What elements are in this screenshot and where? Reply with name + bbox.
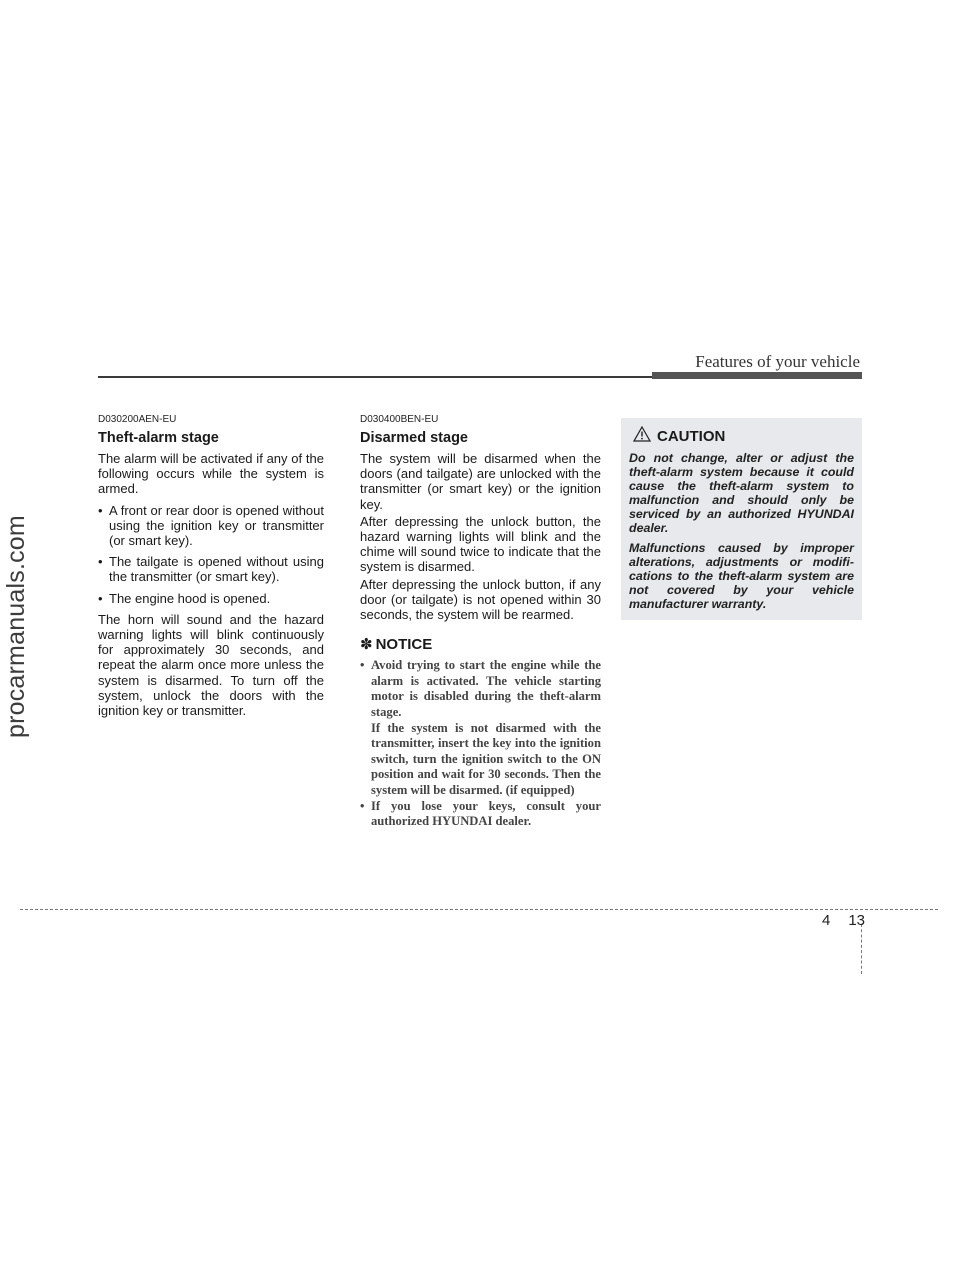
paragraph: The system will be disarmed when the doors (and tailgate) are unlocked with the transmitter (or smart key) or the ignition key. xyxy=(360,451,601,512)
footer-rule xyxy=(20,909,938,910)
caution-box xyxy=(621,418,862,620)
intro-paragraph: The alarm will be activated if any of the following occurs while the system is armed. xyxy=(98,451,324,497)
list-item: • The tailgate is opened without using the transmitter (or smart key). xyxy=(98,554,324,584)
theft-alarm-section xyxy=(98,414,324,724)
page-number xyxy=(822,912,865,929)
list-item xyxy=(360,658,601,798)
notice-heading xyxy=(360,636,601,654)
page-index: 13 xyxy=(848,912,866,929)
notice-text: • Avoid trying to start the engine while the alarm is activated. The vehicle starting motor is disabled during the theft-alarm stage. xyxy=(371,658,601,720)
disarmed-section xyxy=(360,414,601,830)
caution-title: CAUTION xyxy=(657,427,726,445)
notice-text: If the system is not disarmed with the transmitter, insert the key into the ignition switch, turn the ignition switch to the ON position and wait for 30 seconds. Then the system will be disarmed. (if equipped) xyxy=(371,720,601,797)
header-tab-bar xyxy=(652,372,862,379)
trigger-list xyxy=(98,503,324,606)
watermark: procarmanuals.com xyxy=(2,515,30,738)
section-code: D030200AEN-EU xyxy=(98,414,177,425)
caution-text: Do not change, alter or adjust the theft-alarm system because it could cause the theft-alarm system to malfunction and should only be serviced by an authorized HYUNDAI dealer. xyxy=(629,451,854,535)
notice-icon: ✽ xyxy=(360,636,373,654)
caution-text: Malfunctions caused by improper alterations, adjustments or modifi-cations to the theft-alarm system are not covered by your vehicle manufacturer warranty. xyxy=(629,541,854,611)
notice-list xyxy=(360,658,601,830)
paragraph: After depressing the unlock button, if any door (or tailgate) is not opened within 30 seconds, the system will be rearmed. xyxy=(360,576,601,623)
section-heading: Disarmed stage xyxy=(360,430,468,446)
paragraph: After depressing the unlock button, the hazard warning lights will blink and the chime will sound twice to indicate that the system is disarmed. xyxy=(360,513,601,575)
chapter-number: 4 xyxy=(822,912,831,929)
list-item: • If you lose your keys, consult your authorized HYUNDAI dealer. xyxy=(360,799,601,830)
body-paragraph: The horn will sound and the hazard warning lights will blink continuously for approximately 30 seconds, and repeat the alarm once more unless the system is disarmed. To turn off the system, unlock the doors with the ignition key or transmitter. xyxy=(98,611,324,719)
notice-title: NOTICE xyxy=(375,636,433,654)
list-item: • The engine hood is opened. xyxy=(98,591,324,606)
caution-heading xyxy=(633,426,854,447)
section-heading: Theft-alarm stage xyxy=(98,430,219,446)
section-title: Features of your vehicle xyxy=(695,352,860,371)
section-code: D030400BEN-EU xyxy=(360,414,439,425)
footer-divider xyxy=(861,924,862,974)
warning-triangle-icon xyxy=(633,426,651,447)
list-item: • A front or rear door is opened without using the ignition key or transmitter (or smart key). xyxy=(98,503,324,549)
header-rule xyxy=(98,376,654,378)
